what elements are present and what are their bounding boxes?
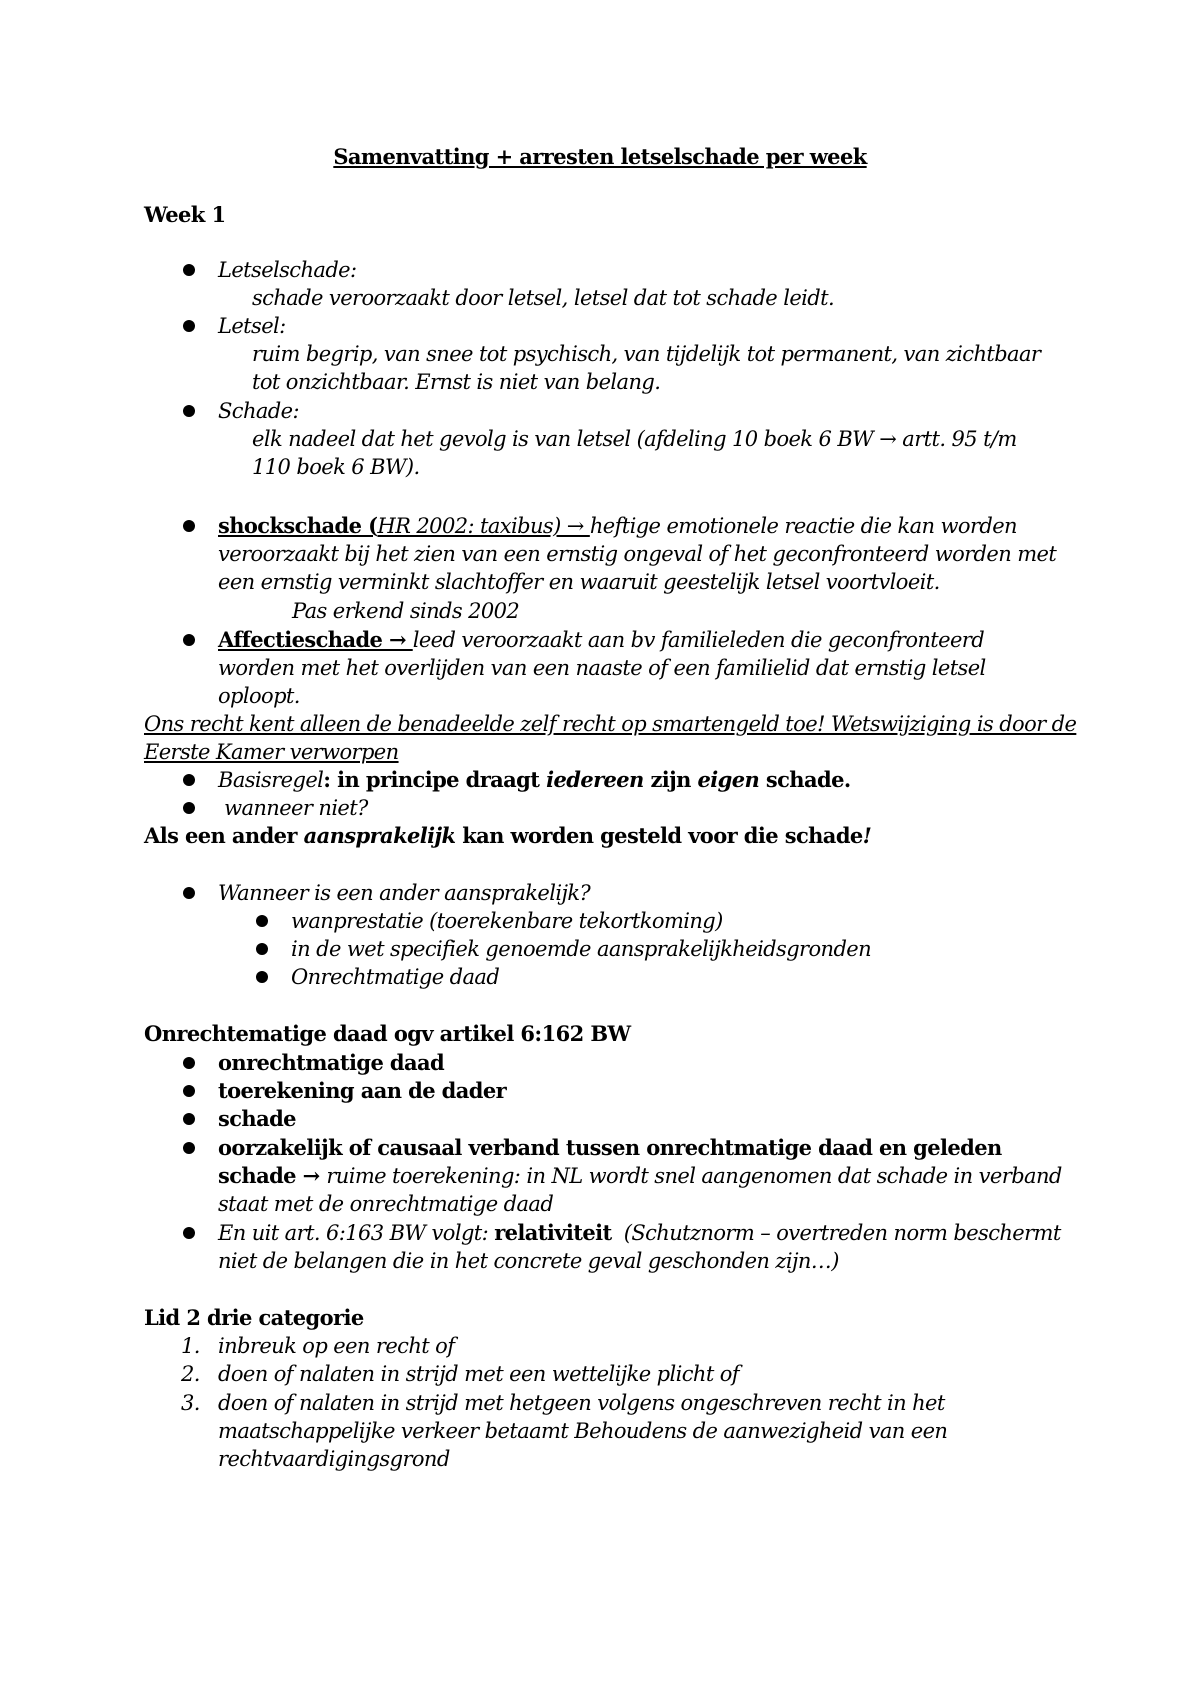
def-letselschade-label: Letselschade: bbox=[218, 258, 357, 282]
bullet-icon bbox=[183, 1142, 195, 1154]
bullet-icon bbox=[256, 943, 268, 955]
def-schade-text-1: elk nadeel dat het gevolg is van letsel (afdeling 10 boek 6 BW → artt. 95 t/m bbox=[252, 427, 1017, 451]
page-title: Samenvatting + arresten letselschade per week bbox=[333, 144, 867, 169]
affectieschade-text: leed veroorzaakt aan bv familieleden die geconfronteerd bbox=[412, 628, 985, 652]
bullet-icon bbox=[183, 320, 195, 332]
bullet-icon bbox=[183, 634, 195, 646]
heading-onrechtmatige-daad: Onrechtematige daad ogv artikel 6:162 BW bbox=[144, 1021, 631, 1046]
lid2-item-2: doen of nalaten in strijd met een wettelijke plicht of bbox=[218, 1362, 739, 1386]
affectieschade-term: Affectieschade → bbox=[218, 627, 413, 652]
wanneer-item: wanprestatie (toerekenbare tekortkoming) bbox=[291, 909, 723, 933]
def-letsel-text-1: ruim begrip, van snee tot psychisch, van tijdelijk tot permanent, van zichtbaar bbox=[252, 342, 1041, 366]
def-letselschade-text: schade veroorzaakt door letsel, letsel dat tot schade leidt. bbox=[252, 286, 835, 310]
wanneer-item: in de wet specifiek genoemde aansprakelijkheidsgronden bbox=[291, 937, 872, 961]
list-number: 2. bbox=[181, 1362, 200, 1386]
od-causaal-line-3: staat met de onrechtmatige daad bbox=[218, 1192, 554, 1216]
affectieschade-line-1 bbox=[218, 626, 984, 654]
def-schade-label: Schade: bbox=[218, 399, 299, 423]
shockschade-line-4: Pas erkend sinds 2002 bbox=[292, 599, 520, 623]
basisregel-eigen: eigen bbox=[697, 767, 760, 792]
shockschade-term: shockschade ( bbox=[218, 513, 378, 538]
basisregel-line bbox=[218, 766, 851, 794]
list-number: 3. bbox=[181, 1391, 200, 1415]
od-causaal-line-2 bbox=[218, 1162, 1062, 1190]
als-aansprakelijk-line bbox=[144, 822, 871, 850]
basisregel-text-1: in principe draagt bbox=[337, 767, 547, 792]
als-text-2: kan worden gesteld voor die schade bbox=[455, 823, 863, 848]
od-relativiteit-schutznorm: (Schutznorm – overtreden norm beschermt bbox=[611, 1221, 1061, 1245]
affectieschade-line-2: worden met het overlijden van een naaste of een familielid dat ernstig letsel bbox=[218, 656, 986, 680]
basisregel-text-3: schade. bbox=[759, 767, 851, 792]
shockschade-line-3: een ernstig verminkt slachtoffer en waaruit geestelijk letsel voortvloeit. bbox=[218, 570, 940, 594]
bullet-icon bbox=[183, 405, 195, 417]
bullet-icon bbox=[183, 264, 195, 276]
lid2-item-3-line-3: rechtvaardigingsgrond bbox=[218, 1447, 450, 1471]
note-line-1: Ons recht kent alleen de benadeelde zelf recht op smartengeld toe! Wetswijziging is door de bbox=[144, 712, 1077, 736]
list-number: 1. bbox=[181, 1334, 200, 1358]
od-item: onrechtmatige daad bbox=[218, 1050, 445, 1075]
wanneer-question: Wanneer is een ander aansprakelijk? bbox=[218, 881, 591, 905]
lid2-item-3-line-2: maatschappelijke verkeer betaamt Behoudens de aanwezigheid van een bbox=[218, 1419, 948, 1443]
als-text-1: Als een ander bbox=[144, 823, 304, 848]
lid2-item-3-line-1: doen of nalaten in strijd met hetgeen volgens ongeschreven recht in het bbox=[218, 1391, 945, 1415]
lid2-item-1: inbreuk op een recht of bbox=[218, 1334, 455, 1358]
bullet-icon bbox=[183, 520, 195, 532]
basisregel-iedereen: iedereen bbox=[546, 767, 644, 792]
als-aansprakelijk: aansprakelijk bbox=[303, 823, 456, 848]
note-line-2: Eerste Kamer verworpen bbox=[144, 740, 399, 764]
basisregel-colon: : bbox=[323, 767, 338, 792]
def-letsel-text-2: tot onzichtbaar. Ernst is niet van belang. bbox=[252, 370, 661, 394]
basisregel-text-2: zijn bbox=[643, 767, 698, 792]
od-causaal-line-1: oorzakelijk of causaal verband tussen onrechtmatige daad en geleden bbox=[218, 1135, 1002, 1160]
od-item: toerekening aan de dader bbox=[218, 1078, 507, 1103]
bullet-icon bbox=[256, 971, 268, 983]
od-relativiteit-line-2: niet de belangen die in het concrete geval geschonden zijn…) bbox=[218, 1249, 839, 1273]
wanneer-niet: wanneer niet? bbox=[218, 796, 368, 820]
bullet-icon bbox=[183, 887, 195, 899]
bullet-icon bbox=[183, 1113, 195, 1125]
shockschade-line-1 bbox=[218, 512, 1017, 540]
bullet-icon bbox=[183, 802, 195, 814]
heading-lid-2: Lid 2 drie categorie bbox=[144, 1305, 364, 1330]
def-schade-text-2: 110 boek 6 BW). bbox=[252, 455, 420, 479]
od-relativiteit-term: relativiteit bbox=[494, 1220, 612, 1245]
shockschade-case: HR 2002: taxibus) → bbox=[377, 514, 590, 538]
bullet-icon bbox=[183, 1085, 195, 1097]
od-relativiteit-line-1 bbox=[218, 1219, 1061, 1247]
affectieschade-line-3: oploopt. bbox=[218, 684, 300, 708]
od-relativiteit-intro: En uit art. 6:163 BW volgt: bbox=[218, 1221, 495, 1245]
basisregel-label: Basisregel bbox=[218, 768, 324, 792]
od-causaal-text: ruime toerekening: in NL wordt snel aangenomen dat schade in verband bbox=[326, 1164, 1062, 1188]
def-letsel-label: Letsel: bbox=[218, 314, 286, 338]
shockschade-line-2: veroorzaakt bij het zien van een ernstig ongeval of het geconfronteerd worden met bbox=[218, 542, 1057, 566]
od-item: schade bbox=[218, 1106, 296, 1131]
od-causaal-schade: schade → bbox=[218, 1163, 327, 1188]
shockschade-text: heftige emotionele reactie die kan worden bbox=[589, 514, 1017, 538]
bullet-icon bbox=[183, 774, 195, 786]
wanneer-item: Onrechtmatige daad bbox=[291, 965, 500, 989]
heading-week-1: Week 1 bbox=[144, 202, 226, 227]
bullet-icon bbox=[183, 1227, 195, 1239]
als-exclamation: ! bbox=[862, 823, 872, 848]
bullet-icon bbox=[183, 1057, 195, 1069]
bullet-icon bbox=[256, 915, 268, 927]
